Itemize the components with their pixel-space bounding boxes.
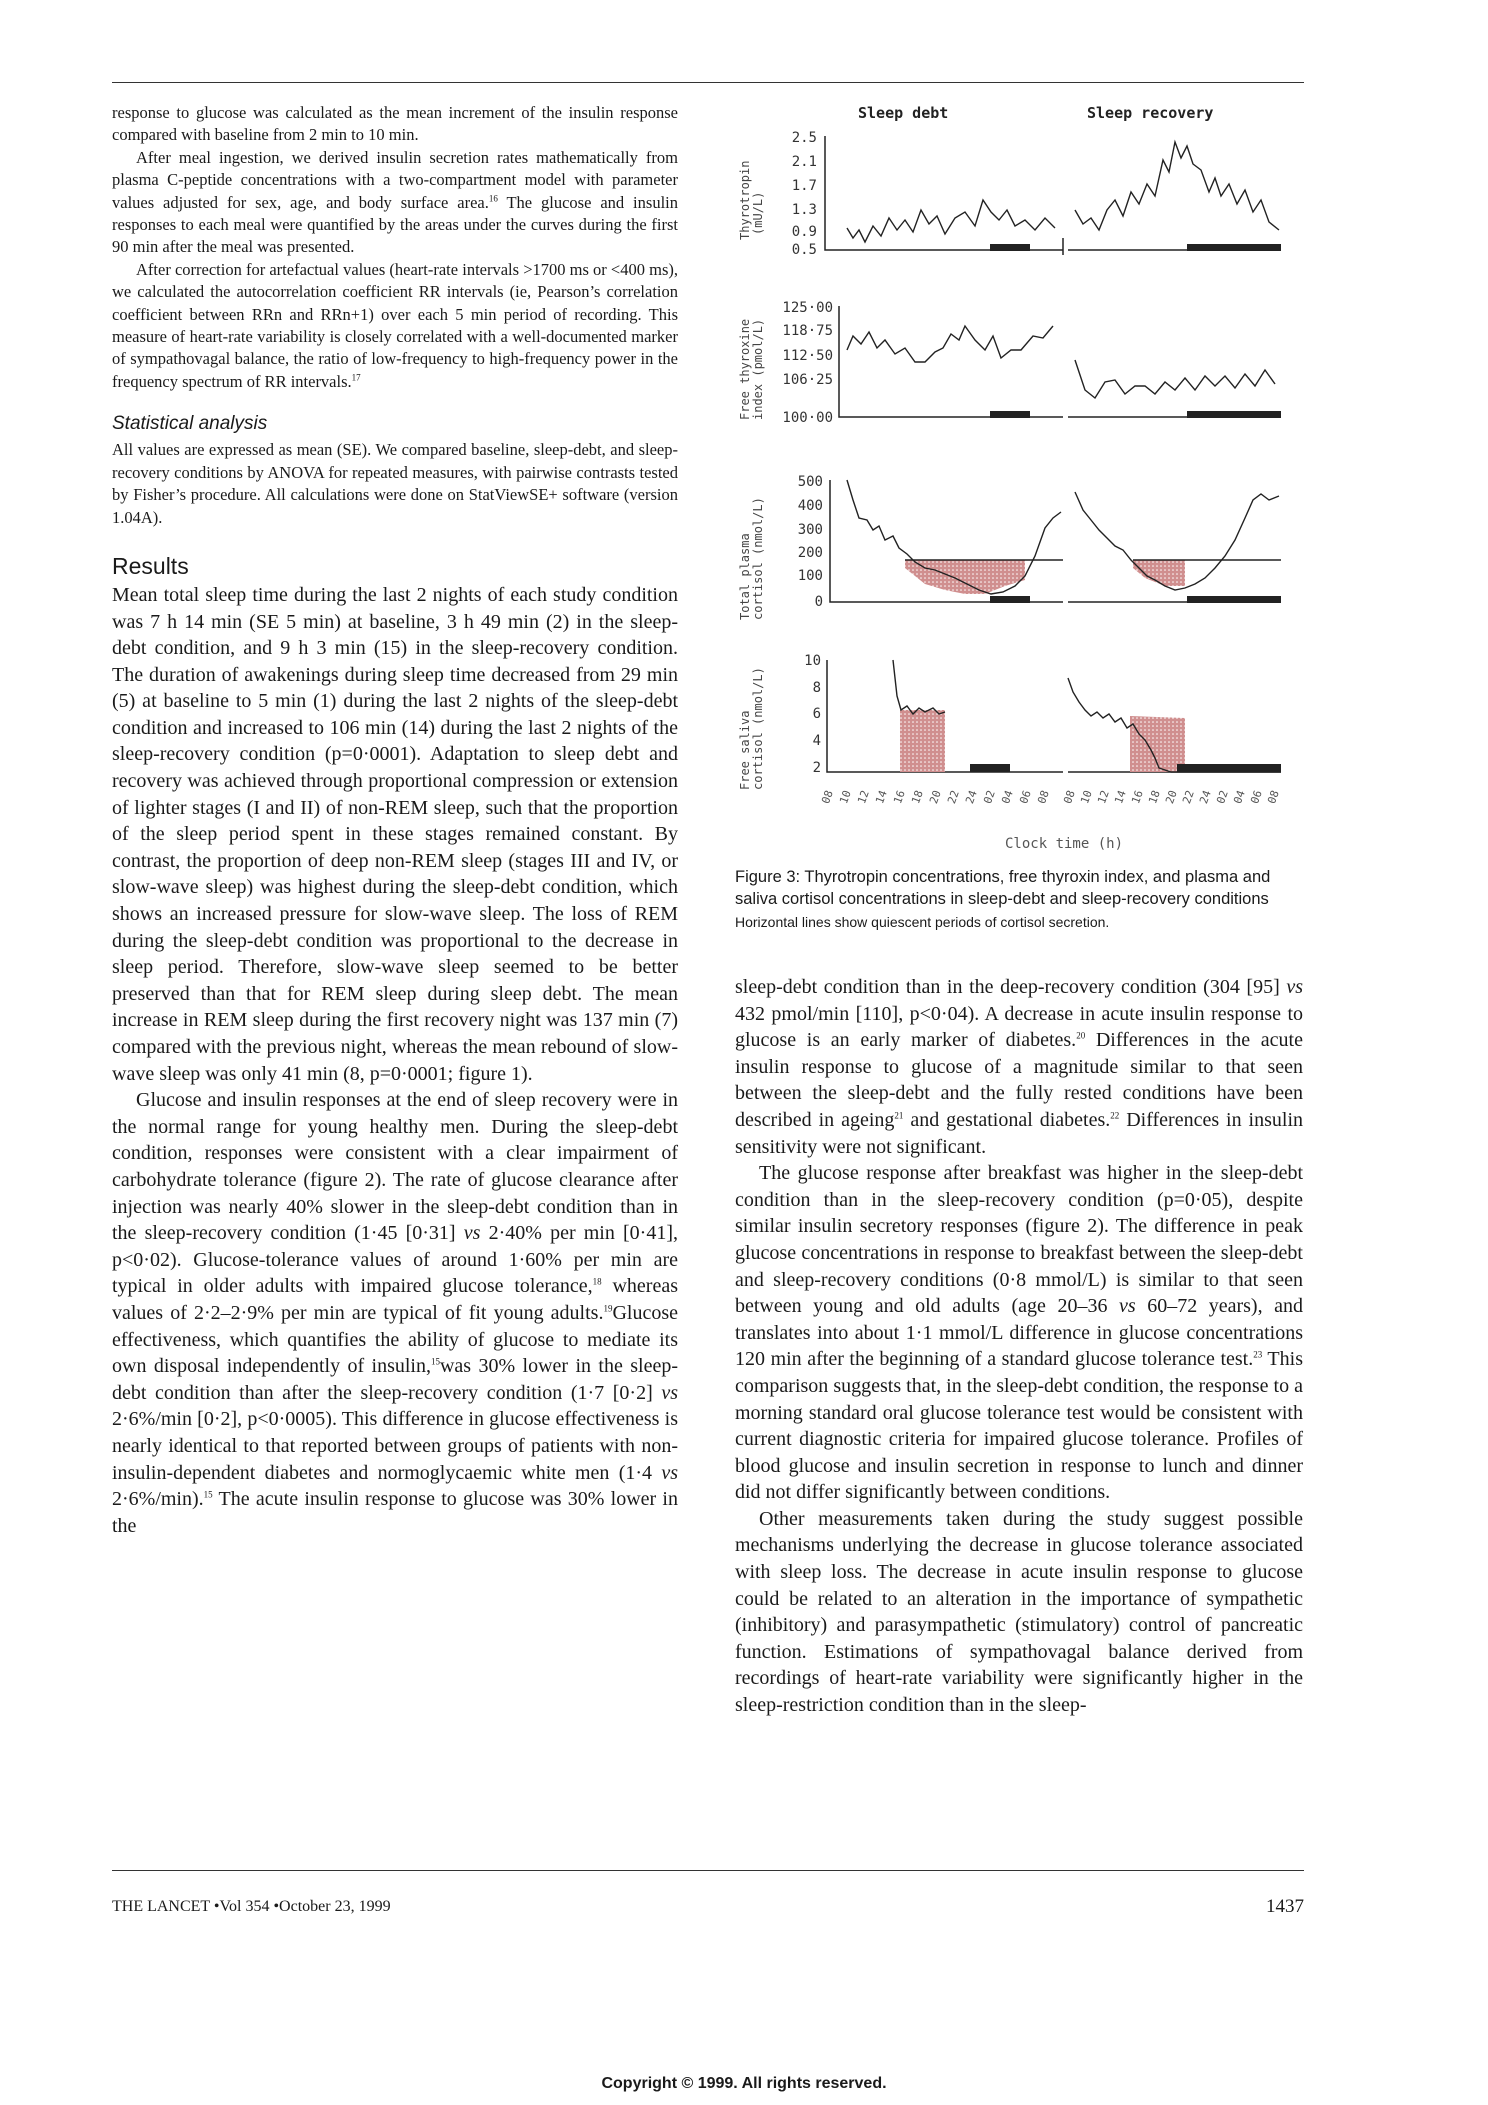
- panel4-ticks: [804, 653, 821, 776]
- sleep-bar: [990, 244, 1030, 251]
- svg-text:24: 24: [1197, 788, 1214, 806]
- svg-text:index (pmol/L): index (pmol/L): [751, 318, 765, 420]
- svg-text:Thyrotropin: Thyrotropin: [738, 160, 752, 240]
- paragraph: sleep-debt condition than in the deep-recovery condition (304 [95] vs 432 pmol/min [110], p<0·04). A decrease in acute insulin response to glucose is an early marker of diabetes.$^{20}$ Differences in the acute insulin response to glucose of a magnitude similar to that seen between the sleep-debt and the fully rested conditions have been described in ageing$^{21}$ and gestational diabetes.$^{22}$ Differences in insulin sensitivity were not significant.: [735, 976, 1304, 1158]
- sleep-bar: [1187, 244, 1281, 251]
- svg-text:1.7: 1.7: [791, 178, 817, 194]
- svg-text:18: 18: [909, 788, 926, 806]
- svg-text:04: 04: [1231, 788, 1248, 806]
- svg-text:22: 22: [1180, 788, 1197, 806]
- panel1-ylabel: [738, 161, 765, 240]
- svg-text:04: 04: [999, 788, 1016, 806]
- svg-text:08: 08: [1265, 788, 1282, 806]
- clock-ticks-left: [819, 788, 1052, 805]
- journal-citation: THE LANCET •Vol 354 •October 23, 1999: [112, 1898, 391, 1915]
- panel2-ylabel: [738, 319, 765, 420]
- paragraph: Other measurements taken during the study suggest possible mechanisms underlying the decrease in glucose tolerance associated with sleep loss. The decrease in acute insulin response to glucose could be related to an alteration in the importance of sympathetic (inhibitory) and parasympathetic (stimulatory) control of pancreatic function. Estimations of sympathovagal balance derived from recordings of heart-rate variability were significantly higher in the sleep-restriction condition than in the sleep-: [735, 1507, 1303, 1717]
- svg-text:118·75: 118·75: [782, 323, 833, 339]
- axes: [825, 136, 1281, 772]
- section-subheading: Statistical analysis: [112, 413, 268, 435]
- svg-text:125·00: 125·00: [782, 300, 833, 316]
- svg-text:100: 100: [797, 568, 823, 584]
- svg-text:0: 0: [814, 594, 823, 610]
- panel3-ticks: [798, 474, 823, 610]
- bottom-rule: [112, 1870, 1304, 1871]
- paragraph: After correction for artefactual values (heart-rate intervals >1700 ms or <400 ms), we calculated the autocorrelation coefficient RR intervals (ie, Pearson’s correlation coefficient between RRn and RRn+1) over each 5 min period of recording. This measure of heart-rate variability is closely correlated with a well-documented marker of sympathovagal balance, the ratio of low-frequency to high-frequency power in the frequency spectrum of RR intervals.$^{17}$: [112, 259, 678, 391]
- svg-text:06: 06: [1017, 788, 1034, 806]
- figure-caption: [735, 866, 1303, 932]
- svg-text:8: 8: [812, 680, 821, 696]
- svg-text:22: 22: [945, 788, 962, 806]
- paragraph: response to glucose was calculated as the mean increment of the insulin response compared with baseline from 2 min to 10 min.: [112, 103, 678, 145]
- label-sleep-debt: Sleep debt: [858, 104, 949, 122]
- label-sleep-recovery: Sleep recovery: [1087, 104, 1214, 122]
- x-axis-label: Clock time (h): [1005, 836, 1124, 852]
- page-footer: [112, 1898, 1304, 1916]
- svg-text:10: 10: [1078, 788, 1095, 806]
- paragraph: After meal ingestion, we derived insulin secretion rates mathematically from plasma C-peptide concentrations with a two-compartment model with parameter values adjusted for sex, age, and body surface area.$^{16}$ The glucose and insulin responses to each meal were quantified by the areas under the curves during the first 90 min after the meal was presented.: [112, 147, 678, 257]
- svg-text:Free saliva: Free saliva: [738, 710, 752, 790]
- svg-text:200: 200: [797, 545, 823, 561]
- sleep-bar: [990, 411, 1030, 418]
- svg-text:06: 06: [1248, 788, 1265, 806]
- svg-text:Total plasma: Total plasma: [738, 533, 752, 620]
- svg-text:08: 08: [819, 788, 836, 806]
- caption-note: Horizontal lines show quiescent periods of cortisol secretion.: [735, 914, 1110, 930]
- section-heading: Results: [112, 552, 189, 579]
- svg-text:cortisol (nmol/L): cortisol (nmol/L): [751, 497, 765, 620]
- cortisol-quiescent-area: [905, 560, 1025, 594]
- svg-text:10: 10: [804, 653, 821, 669]
- svg-text:16: 16: [891, 788, 908, 806]
- saliva-cortisol-series: [893, 660, 1281, 772]
- paragraph: Glucose and insulin responses at the end of sleep recovery were in the normal range for young healthy men. During the sleep-debt condition, responses were consistent with a clear impairment of carbohydrate tolerance (figure 2). The rate of glucose clearance after injection was nearly 40% slower in the sleep-debt condition than in the sleep-recovery condition (1·45 [0·31] vs 2·40% per min [0·41], p<0·02). Glucose-tolerance values of around 1·60% per min are typical in older adults with impaired glucose tolerance,$^{18}$ whereas values of 2·2–2·9% per min are typical of fit young adults.$^{19}$Glucose effectiveness, which quantifies the ability of glucose to mediate its own disposal independently of insulin,$^{15}$was 30% lower in the sleep-debt condition than after the sleep-recovery condition (1·7 [0·2] vs 2·6%/min [0·2], p<0·0005). This difference in glucose effectiveness is nearly identical to that reported between groups of patients with non-insulin-dependent diabetes and normoglycaemic white men (1·4 vs 2·6%/min).$^{15}$ The acute insulin response to glucose was 30% lower in the: [112, 1089, 678, 1537]
- plasma-cortisol-series: [847, 480, 1279, 594]
- top-rule: [112, 82, 1304, 83]
- svg-text:20: 20: [927, 788, 944, 806]
- svg-text:2: 2: [812, 760, 821, 776]
- svg-text:02: 02: [981, 788, 998, 806]
- svg-text:16: 16: [1129, 788, 1146, 806]
- clock-ticks-right: [1061, 788, 1282, 805]
- caption-title: Figure 3: Thyrotropin concentrations, free thyroxin index, and plasma and saliva cortisol concentrations in sleep-debt and sleep-recovery conditions: [735, 868, 1271, 908]
- thyrotropin-series: [847, 142, 1279, 242]
- right-column: [735, 974, 1303, 1719]
- figure-3: [735, 100, 1303, 860]
- paragraph: Mean total sleep time during the last 2 nights of each study condition was 7 h 14 min (SE 5 min) at baseline, 3 h 49 min (2) in the sleep-debt condition, and 9 h 3 min (15) in the sleep-recovery condition. The duration of awakenings during sleep time decreased from 29 min (5) at baseline to 5 min (1) during the last 2 nights of the sleep-debt condition and increased to 106 min (14) during the last 2 nights of the sleep-recovery condition (p=0·0001). Adaptation to sleep debt and recovery was achieved through proportional compression or extension of lighter stages (I and II) of non-REM sleep, such that the proportion of the sleep period spent in these stages remained constant. By contrast, the proportion of deep non-REM sleep (stages III and IV, or slow-wave sleep) was highest during the sleep-debt condition, which shows an increased pressure for slow-wave sleep. The loss of REM during the sleep-debt condition was proportional to the decrease in sleep period. Therefore, slow-wave sleep seemed to be better preserved than that for REM sleep during sleep debt. The mean increase in REM sleep during the first recovery night was 137 min (7) compared with the previous night, whereas the mean rebound of slow-wave sleep was only 41 min (8, p=0·0001; figure 1).: [112, 583, 678, 1085]
- svg-text:100·00: 100·00: [782, 410, 833, 426]
- svg-text:0.5: 0.5: [791, 242, 817, 258]
- svg-text:08: 08: [1035, 788, 1052, 806]
- page-number: 1437: [1266, 1896, 1304, 1917]
- svg-text:106·25: 106·25: [782, 372, 833, 388]
- svg-text:500: 500: [797, 474, 823, 490]
- sleep-bar: [1187, 596, 1281, 603]
- svg-text:0.9: 0.9: [791, 224, 817, 240]
- panel2-ticks: [782, 300, 833, 426]
- panel1-ticks: [792, 130, 817, 258]
- svg-text:14: 14: [1112, 788, 1129, 806]
- svg-text:Free thyroxine: Free thyroxine: [738, 318, 752, 420]
- svg-text:12: 12: [855, 788, 872, 806]
- svg-text:6: 6: [812, 706, 821, 722]
- svg-text:12: 12: [1095, 788, 1112, 806]
- svg-text:300: 300: [797, 522, 823, 538]
- svg-text:02: 02: [1214, 788, 1231, 806]
- svg-text:(mU/L): (mU/L): [751, 191, 765, 235]
- thyroxine-series: [847, 326, 1275, 398]
- svg-text:400: 400: [797, 498, 823, 514]
- svg-text:20: 20: [1163, 788, 1180, 806]
- svg-text:1.3: 1.3: [791, 202, 817, 218]
- panel3-ylabel: [738, 497, 765, 620]
- svg-text:10: 10: [837, 788, 854, 806]
- svg-text:4: 4: [812, 733, 821, 749]
- saliva-quiescent-area: [900, 710, 945, 772]
- svg-text:cortisol (nmol/L): cortisol (nmol/L): [751, 667, 765, 790]
- sleep-bar: [970, 764, 1010, 772]
- svg-text:18: 18: [1146, 788, 1163, 806]
- paragraph: All values are expressed as mean (SE). We compared baseline, sleep-debt, and sleep-recovery conditions by ANOVA for repeated measures, with pairwise contrasts tested by Fisher’s procedure. All calculations were done on StatViewSE+ software (version 1.04A).: [112, 440, 678, 527]
- sleep-bar: [1177, 764, 1281, 772]
- svg-text:24: 24: [963, 788, 980, 806]
- svg-text:2.1: 2.1: [791, 154, 817, 170]
- panel4-ylabel: [738, 667, 765, 790]
- left-column: [112, 102, 678, 1539]
- copyright-notice: Copyright © 1999. All rights reserved.: [601, 2075, 887, 2092]
- svg-text:2.5: 2.5: [791, 130, 817, 146]
- paragraph: The glucose response after breakfast was higher in the sleep-debt condition than in the sleep-recovery condition (p=0·05), despite similar insulin secretory responses (figure 2). The difference in peak glucose concentrations in response to breakfast between the sleep-debt and sleep-recovery conditions (0·8 mmol/L) is similar to that seen between young and old adults (age 20–36 vs 60–72 years), and translates into about 1·1 mmol/L difference in glucose concentrations 120 min after the beginning of a standard glucose tolerance test.$^{23}$ This comparison suggests that, in the sleep-debt condition, the response to a morning standard oral glucose tolerance test would be consistent with current diagnostic criteria for impaired glucose tolerance. Profiles of blood glucose and insulin secretion in response to lunch and dinner did not differ significantly between conditions.: [735, 1162, 1303, 1504]
- svg-text:08: 08: [1061, 788, 1078, 806]
- svg-text:112·50: 112·50: [782, 348, 833, 364]
- svg-text:14: 14: [873, 788, 890, 806]
- sleep-bar: [990, 596, 1030, 603]
- sleep-bar: [1187, 411, 1281, 418]
